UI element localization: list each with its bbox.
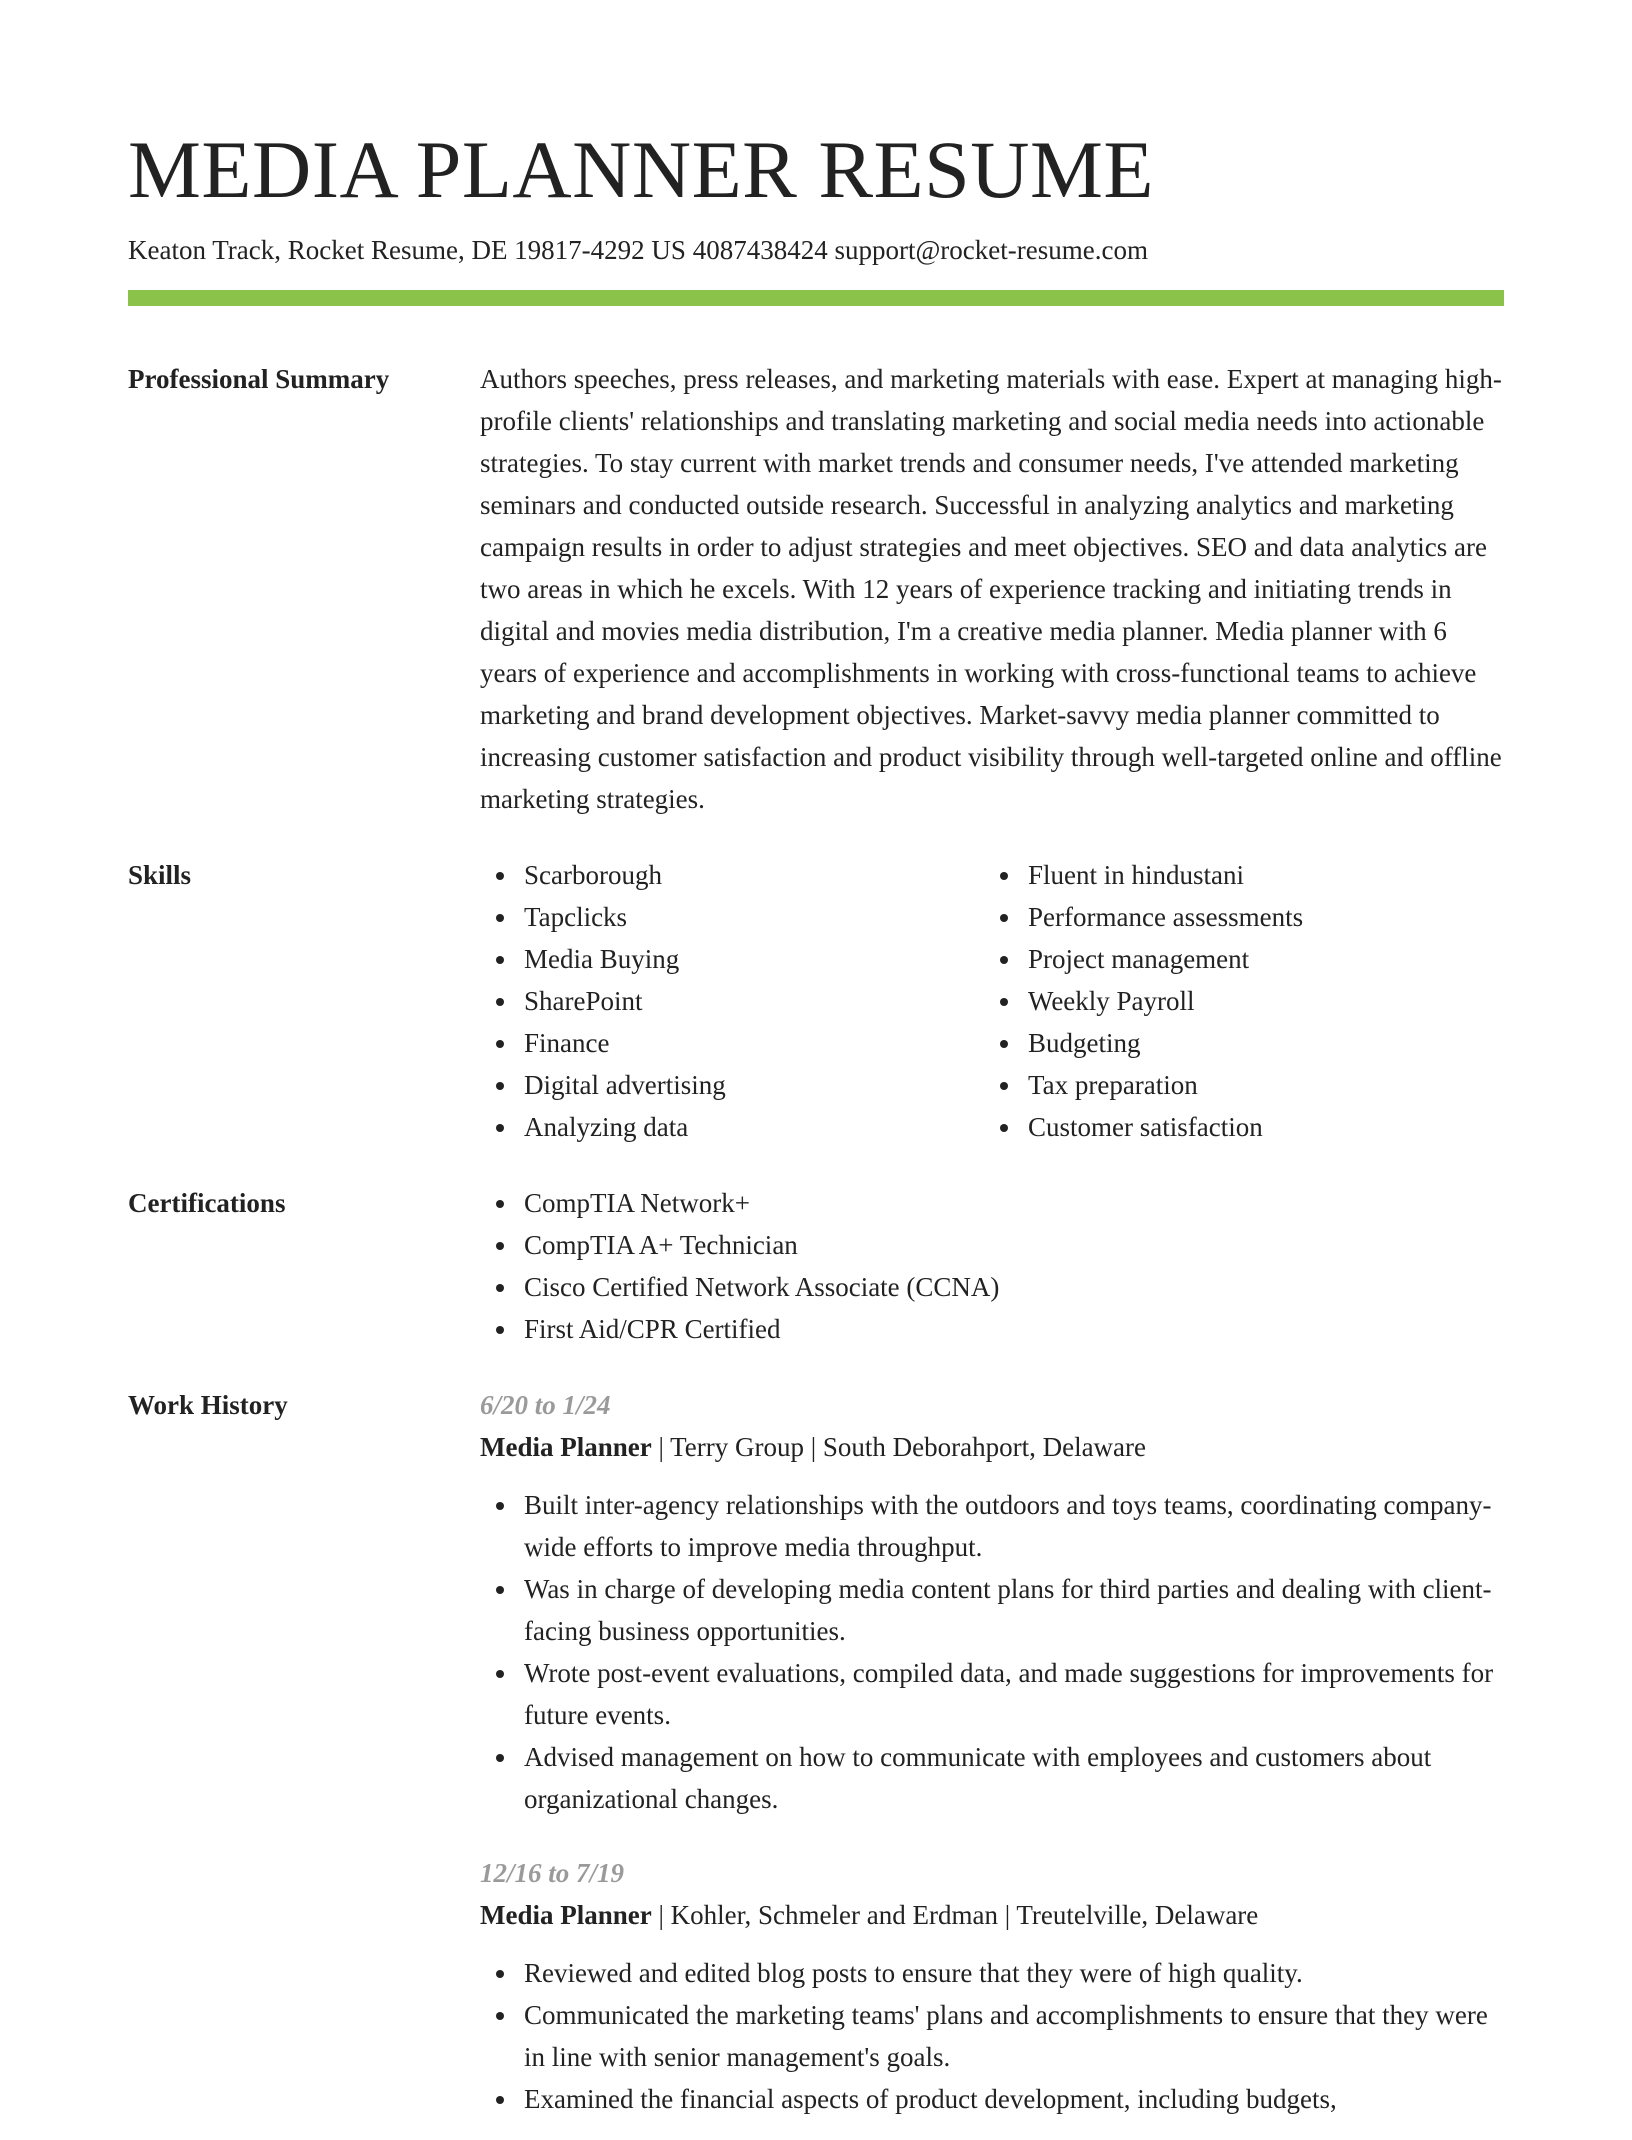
certification-item [524, 1224, 1504, 1266]
section-label-summary: Professional Summary [128, 364, 390, 394]
bullet-dot-icon [496, 2096, 504, 2104]
job-bullet [524, 1952, 1504, 1994]
skills-content [480, 854, 1504, 1148]
skill-item-text: Project management [1028, 944, 1250, 974]
certification-item [524, 1266, 1504, 1308]
job-dates: 12/16 to 7/19 [480, 1858, 625, 1888]
skills-list-right [984, 854, 1488, 1148]
bullet-dot-icon [1000, 914, 1008, 922]
job-bullets [480, 1952, 1504, 2120]
certification-item-text: First Aid/CPR Certified [524, 1314, 781, 1344]
bullet-dot-icon [496, 1586, 504, 1594]
bullet-dot-icon [496, 1040, 504, 1048]
resume-page [128, 120, 1504, 2140]
certification-item [524, 1308, 1504, 1350]
job-title: Media Planner [480, 1432, 652, 1462]
job-heading [480, 1426, 1504, 1468]
skill-item-text: Scarborough [524, 860, 662, 890]
job-title: Media Planner [480, 1900, 652, 1930]
job-bullet-text: Examined the financial aspects of product development, including budgets, [524, 2084, 1337, 2114]
skill-item-text: Tapclicks [524, 902, 628, 932]
skills-column-right [984, 854, 1488, 1148]
bullet-dot-icon [496, 956, 504, 964]
job-bullet-text: Advised management on how to communicate with employees and customers about organizational changes. [524, 1742, 1432, 1814]
work-history-section [128, 1384, 1504, 2140]
certification-item-text: Cisco Certified Network Associate (CCNA) [524, 1272, 1000, 1302]
section-label-skills: Skills [128, 860, 192, 890]
bullet-dot-icon [1000, 1082, 1008, 1090]
skill-item [1028, 980, 1488, 1022]
job-employer-location: | Kohler, Schmeler and Erdman | Treutelville, Delaware [651, 1900, 1259, 1930]
section-label-certifications: Certifications [128, 1188, 286, 1218]
job-bullet-text: Reviewed and edited blog posts to ensure that they were of high quality. [524, 1958, 1303, 1988]
skill-item [524, 1064, 984, 1106]
skill-item [1028, 1106, 1488, 1148]
skills-list-left [480, 854, 984, 1148]
bullet-dot-icon [496, 1284, 504, 1292]
contact-line: Keaton Track, Rocket Resume, DE 19817-4292 US 4087438424 support@rocket-resume.com [128, 235, 1148, 265]
skill-item [1028, 1022, 1488, 1064]
skill-item-text: Budgeting [1028, 1028, 1141, 1058]
bullet-dot-icon [1000, 956, 1008, 964]
skill-item-text: Customer satisfaction [1028, 1112, 1263, 1142]
bullet-dot-icon [496, 1326, 504, 1334]
bullet-dot-icon [1000, 998, 1008, 1006]
summary-content [480, 358, 1504, 820]
job-entry [480, 1384, 1504, 1820]
skill-item [1028, 854, 1488, 896]
certification-item-text: CompTIA Network+ [524, 1188, 750, 1218]
bullet-dot-icon [496, 872, 504, 880]
bullet-dot-icon [496, 998, 504, 1006]
bullet-dot-icon [496, 1754, 504, 1762]
job-bullet [524, 2078, 1504, 2120]
job-employer-location: | Terry Group | South Deborahport, Delaware [651, 1432, 1147, 1462]
skills-section [128, 854, 1504, 1148]
skill-item [524, 854, 984, 896]
skill-item-text: Weekly Payroll [1028, 986, 1195, 1016]
summary-text: Authors speeches, press releases, and marketing materials with ease. Expert at managing high-profile clients' relationships and translating marketing and social media needs into actionable strategies. To stay current with market trends and consumer needs, I've attended marketing seminars and conducted outside research. Successful in analyzing analytics and marketing campaign results in order to adjust strategies and meet objectives. SEO and data analytics are two areas in which he excels. With 12 years of experience tracking and initiating trends in digital and movies media distribution, I'm a creative media planner. Media planner with 6 years of experience and accomplishments in working with cross-functional teams to achieve marketing and brand development objectives. Market-savvy media planner committed to increasing customer satisfaction and product visibility through well-targeted online and offline marketing strategies. [480, 364, 1502, 814]
accent-divider [128, 290, 1504, 306]
bullet-dot-icon [496, 1124, 504, 1132]
bullet-dot-icon [496, 1502, 504, 1510]
bullet-dot-icon [496, 1670, 504, 1678]
summary-section [128, 358, 1504, 820]
bullet-dot-icon [496, 2012, 504, 2020]
job-bullet [524, 1736, 1504, 1820]
job-bullet-text: Built inter-agency relationships with the outdoors and toys teams, coordinating company-wide efforts to improve media throughput. [524, 1490, 1492, 1562]
job-bullet [524, 1484, 1504, 1568]
certifications-list [480, 1182, 1504, 1350]
skill-item-text: Tax preparation [1028, 1070, 1198, 1100]
skill-item-text: Analyzing data [524, 1112, 689, 1142]
job-bullet [524, 1652, 1504, 1736]
skill-item-text: Digital advertising [524, 1070, 726, 1100]
skills-column-left [480, 854, 984, 1148]
work-history-content [480, 1384, 1504, 2140]
resume-title: MEDIA PLANNER RESUME [128, 124, 1154, 215]
bullet-dot-icon [1000, 1040, 1008, 1048]
job-bullet-text: Communicated the marketing teams' plans and accomplishments to ensure that they were in line with senior management's goals. [524, 2000, 1488, 2072]
skill-item [524, 938, 984, 980]
skill-item [524, 1022, 984, 1064]
skill-item [1028, 938, 1488, 980]
skill-item [1028, 1064, 1488, 1106]
job-bullet [524, 1568, 1504, 1652]
skill-item [524, 1106, 984, 1148]
job-entry [480, 1852, 1504, 2120]
bullet-dot-icon [1000, 872, 1008, 880]
skill-item-text: Performance assessments [1028, 902, 1304, 932]
bullet-dot-icon [496, 1082, 504, 1090]
certification-item [524, 1182, 1504, 1224]
skill-item [524, 896, 984, 938]
job-bullets [480, 1484, 1504, 1820]
skill-item-text: SharePoint [524, 986, 643, 1016]
bullet-dot-icon [1000, 1124, 1008, 1132]
skill-item [1028, 896, 1488, 938]
bullet-dot-icon [496, 914, 504, 922]
skill-item [524, 980, 984, 1022]
job-dates: 6/20 to 1/24 [480, 1390, 611, 1420]
job-bullet-text: Wrote post-event evaluations, compiled data, and made suggestions for improvements for future events. [524, 1658, 1494, 1730]
bullet-dot-icon [496, 1242, 504, 1250]
skill-item-text: Finance [524, 1028, 610, 1058]
skill-item-text: Media Buying [524, 944, 680, 974]
job-bullet-text: Was in charge of developing media content plans for third parties and dealing with client-facing business opportunities. [524, 1574, 1492, 1646]
skill-item-text: Fluent in hindustani [1028, 860, 1244, 890]
job-heading [480, 1894, 1504, 1936]
job-bullet [524, 1994, 1504, 2078]
bullet-dot-icon [496, 1200, 504, 1208]
bullet-dot-icon [496, 1970, 504, 1978]
certifications-content [480, 1182, 1504, 1350]
certification-item-text: CompTIA A+ Technician [524, 1230, 798, 1260]
certifications-section [128, 1182, 1504, 1350]
section-label-work-history: Work History [128, 1390, 288, 1420]
